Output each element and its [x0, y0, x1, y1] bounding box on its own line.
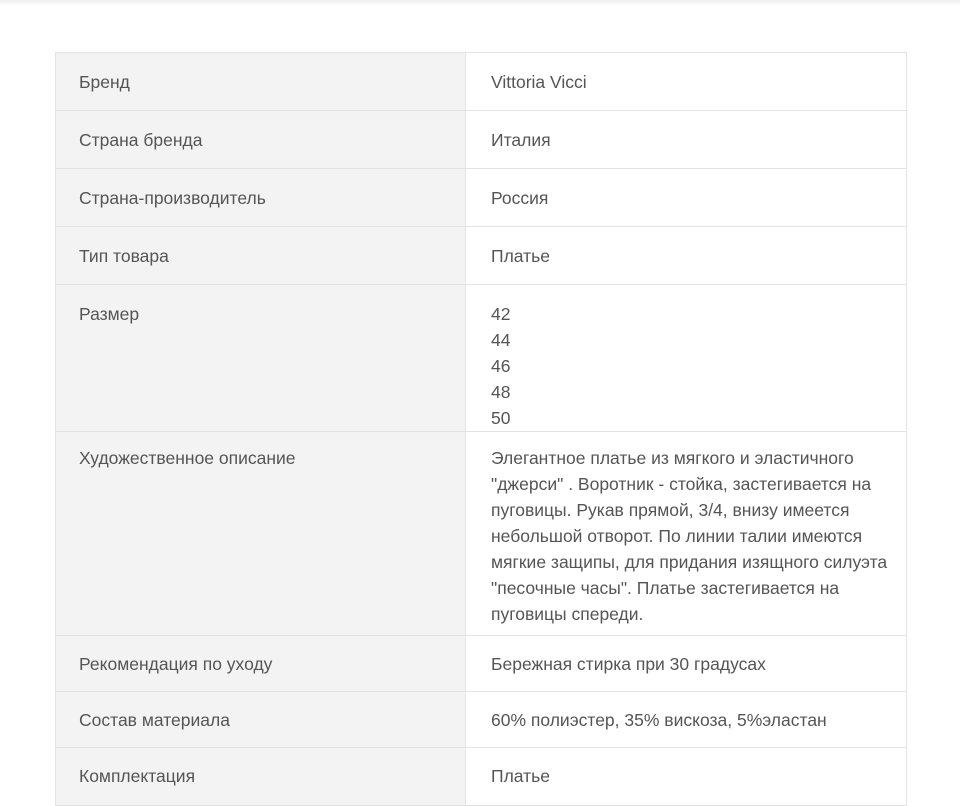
- spec-value-cell: [466, 53, 907, 111]
- size-value: 50: [491, 408, 511, 428]
- spec-label-cell: [56, 169, 466, 227]
- size-value: 44: [491, 330, 511, 350]
- spec-label: Страна-производитель: [79, 188, 266, 208]
- spec-value-cell: [466, 285, 907, 432]
- spec-label: Художественное описание: [79, 448, 296, 468]
- spec-row-manufacturer-country: [56, 169, 907, 227]
- size-list: [491, 285, 892, 431]
- spec-label: Рекомендация по уходу: [79, 654, 273, 674]
- spec-row-size: [56, 285, 907, 432]
- spec-row-set: [56, 748, 907, 806]
- spec-value: Платье: [491, 766, 551, 786]
- spec-label: Состав материала: [79, 710, 230, 730]
- spec-value: 60% полиэстер, 35% вискоза, 5%эластан: [491, 710, 827, 730]
- spec-label: Страна бренда: [79, 130, 203, 150]
- description-text: Элегантное платье из мягкого и эластичного "джерси" . Воротник - стойка, застегивается на пуговицы. Рукав прямой, 3/4, внизу имеется небольшой отворот. По линии талии имеются мягкие защипы, для придания изящного силуэта "песочные часы". Платье застегивается на пуговицы спереди.: [491, 448, 888, 624]
- size-value: 48: [491, 382, 511, 402]
- spec-value-cell: [466, 748, 907, 806]
- spec-label: Комплектация: [79, 766, 196, 786]
- spec-label-cell: [56, 227, 466, 285]
- spec-value-cell: [466, 169, 907, 227]
- spec-value-cell: [466, 111, 907, 169]
- spec-label-cell: [56, 692, 466, 748]
- spec-row-brand: [56, 53, 907, 111]
- spec-row-brand-country: [56, 111, 907, 169]
- spec-value-cell: [466, 636, 907, 692]
- spec-label: Тип товара: [79, 246, 169, 266]
- spec-value: Италия: [491, 130, 551, 150]
- spec-value: Россия: [491, 188, 549, 208]
- spec-label: Бренд: [79, 72, 130, 92]
- spec-label-cell: [56, 285, 466, 432]
- product-specs-table: [55, 52, 907, 806]
- spec-label-cell: [56, 111, 466, 169]
- spec-label: Размер: [79, 304, 140, 324]
- spec-row-product-type: [56, 227, 907, 285]
- spec-label-cell: [56, 636, 466, 692]
- spec-value: Vittoria Vicci: [491, 72, 587, 92]
- spec-value-cell: [466, 432, 907, 636]
- spec-value-cell: [466, 227, 907, 285]
- spec-value: Платье: [491, 246, 551, 266]
- spec-row-material: [56, 692, 907, 748]
- top-edge-fade: [0, 0, 960, 6]
- spec-value-cell: [466, 692, 907, 748]
- spec-value: Бережная стирка при 30 градусах: [491, 654, 766, 674]
- spec-label-cell: [56, 748, 466, 806]
- spec-label-cell: [56, 432, 466, 636]
- spec-row-care: [56, 636, 907, 692]
- size-value: 46: [491, 356, 511, 376]
- size-value: 42: [491, 304, 511, 324]
- spec-label-cell: [56, 53, 466, 111]
- spec-row-description: [56, 432, 907, 636]
